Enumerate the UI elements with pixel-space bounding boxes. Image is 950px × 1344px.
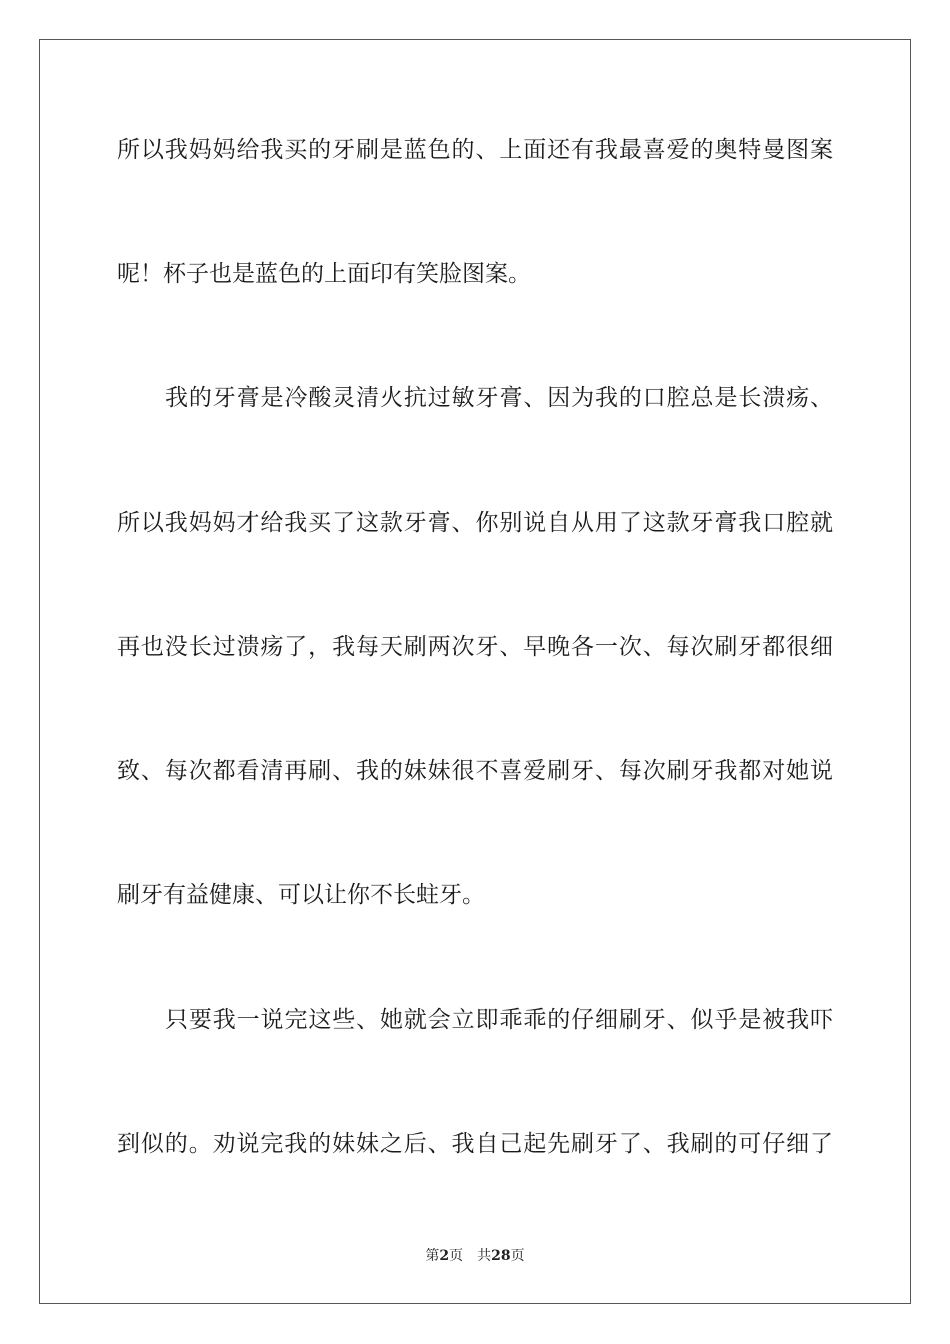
total-prefix: 共 [477, 1248, 492, 1264]
text-line: 只要我一说完这些、她就会立即乖乖的仔细刷牙、似乎是被我吓 [165, 1007, 833, 1033]
text-line: 所以我妈妈才给我买了这款牙膏、你别说自从用了这款牙膏我口腔就 [117, 510, 833, 536]
text-line: 刷牙有益健康、可以让你不长蛀牙。 [117, 882, 485, 908]
page-footer [0, 1247, 950, 1265]
text-line: 再也没长过溃疡了，我每天刷两次牙、早晚各一次、每次刷牙都很细 [117, 634, 833, 660]
page-border [39, 39, 911, 1304]
total-suffix: 页 [510, 1248, 525, 1264]
page-suffix: 页 [449, 1248, 464, 1264]
page-number: 2 [439, 1248, 450, 1264]
text-line: 呢！杯子也是蓝色的上面印有笑脸图案。 [117, 261, 531, 287]
total-pages: 28 [491, 1248, 511, 1264]
text-line: 所以我妈妈给我买的牙刷是蓝色的、上面还有我最喜爱的奥特曼图案 [117, 137, 833, 163]
text-line: 我的牙膏是冷酸灵清火抗过敏牙膏、因为我的口腔总是长溃疡、 [165, 385, 833, 411]
text-line: 致、每次都看清再刷、我的妹妹很不喜爱刷牙、每次刷牙我都对她说 [117, 758, 833, 784]
page-prefix: 第 [425, 1248, 440, 1264]
text-line: 到似的。劝说完我的妹妹之后、我自己起先刷牙了、我刷的可仔细了 [117, 1131, 833, 1157]
